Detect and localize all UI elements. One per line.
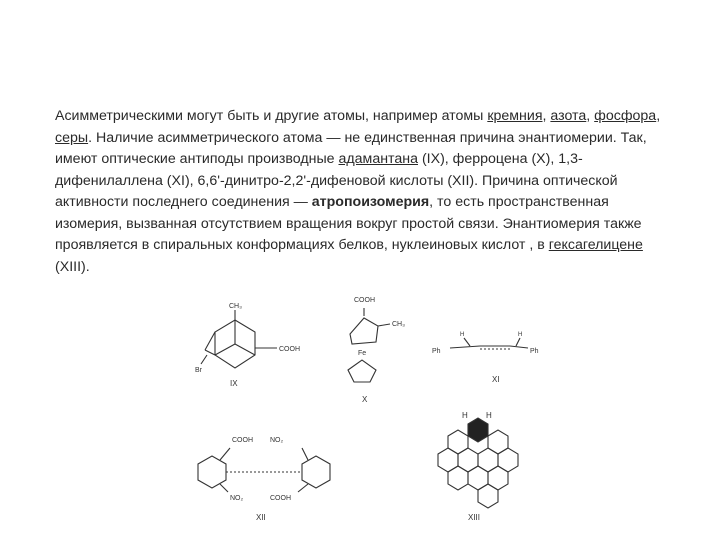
xii-label: XII <box>256 513 266 522</box>
xii-no2-top-label: NO₂ <box>270 437 284 444</box>
ix-label: IX <box>230 379 238 388</box>
link-phosphorus[interactable]: фосфора <box>594 108 657 124</box>
x-label: X <box>362 395 368 404</box>
link-silicon[interactable]: кремния <box>487 108 543 124</box>
body-paragraph <box>55 106 667 278</box>
structure-ix-adamantane <box>195 300 315 400</box>
xi-h1-label: H <box>460 332 465 338</box>
text-segment: (XIII). <box>55 258 90 275</box>
xiii-label: XIII <box>468 513 481 522</box>
text-segment: Асимметрическими могут быть и другие атомы, например атомы <box>55 108 488 124</box>
xii-no2-bottom-label: NO₂ <box>230 495 244 502</box>
structure-xiii-hexahelicene <box>418 408 538 523</box>
xiii-h2-label: H <box>486 411 492 420</box>
text-segment: , <box>542 108 551 124</box>
text-segment: . Наличие асимметрического атома — не единственная причина энантиомерии. Так, имеют оптические антиподы производные <box>55 129 647 167</box>
link-nitrogen[interactable]: азота <box>550 108 587 124</box>
xi-ph2-label: Ph <box>530 348 539 355</box>
ix-br-label: Br <box>195 367 202 374</box>
x-fe-label: Fe <box>358 350 367 357</box>
xiii-h1-label: H <box>462 411 468 420</box>
xi-ph1-label: Ph <box>432 348 441 355</box>
xii-cooh-bottom-label: COOH <box>270 495 291 502</box>
bold-term-atropisomerism: атропоизомерия <box>311 194 430 210</box>
xii-cooh-top-label: COOH <box>232 437 253 444</box>
link-hexahelicene[interactable]: гексагелицене <box>548 237 643 253</box>
link-sulfur[interactable]: серы <box>55 129 89 146</box>
text-segment: , то есть пространственная изомерия, вызванная отсутствием вращения вокруг простой связи. Энантиомерия также проявляется в спиральных конформациях белков, нуклеиновых кислот , в <box>55 194 642 253</box>
structure-xii-biphenyl <box>190 428 350 523</box>
text-segment: , <box>586 108 595 124</box>
link-adamantane[interactable]: адамантана <box>338 151 418 167</box>
x-cooh-label: COOH <box>354 297 375 304</box>
ix-cooh-label: COOH <box>279 346 300 353</box>
x-ch3-label: CH₃ <box>392 321 405 328</box>
text-segment: (IX), ферроцена (X), 1,3-дифенилаллена (XI), 6,6'-динитро-2,2'-дифеновой кислоты (XII). Причина оптической активности последнего соединения — <box>55 151 618 210</box>
structure-x-ferrocene <box>330 294 430 406</box>
xi-h2-label: H <box>518 332 523 338</box>
xi-label: XI <box>492 375 500 384</box>
text-segment: , <box>656 108 661 124</box>
ix-ch3-label: CH₃ <box>229 303 242 310</box>
structure-xi-allene <box>432 326 562 386</box>
